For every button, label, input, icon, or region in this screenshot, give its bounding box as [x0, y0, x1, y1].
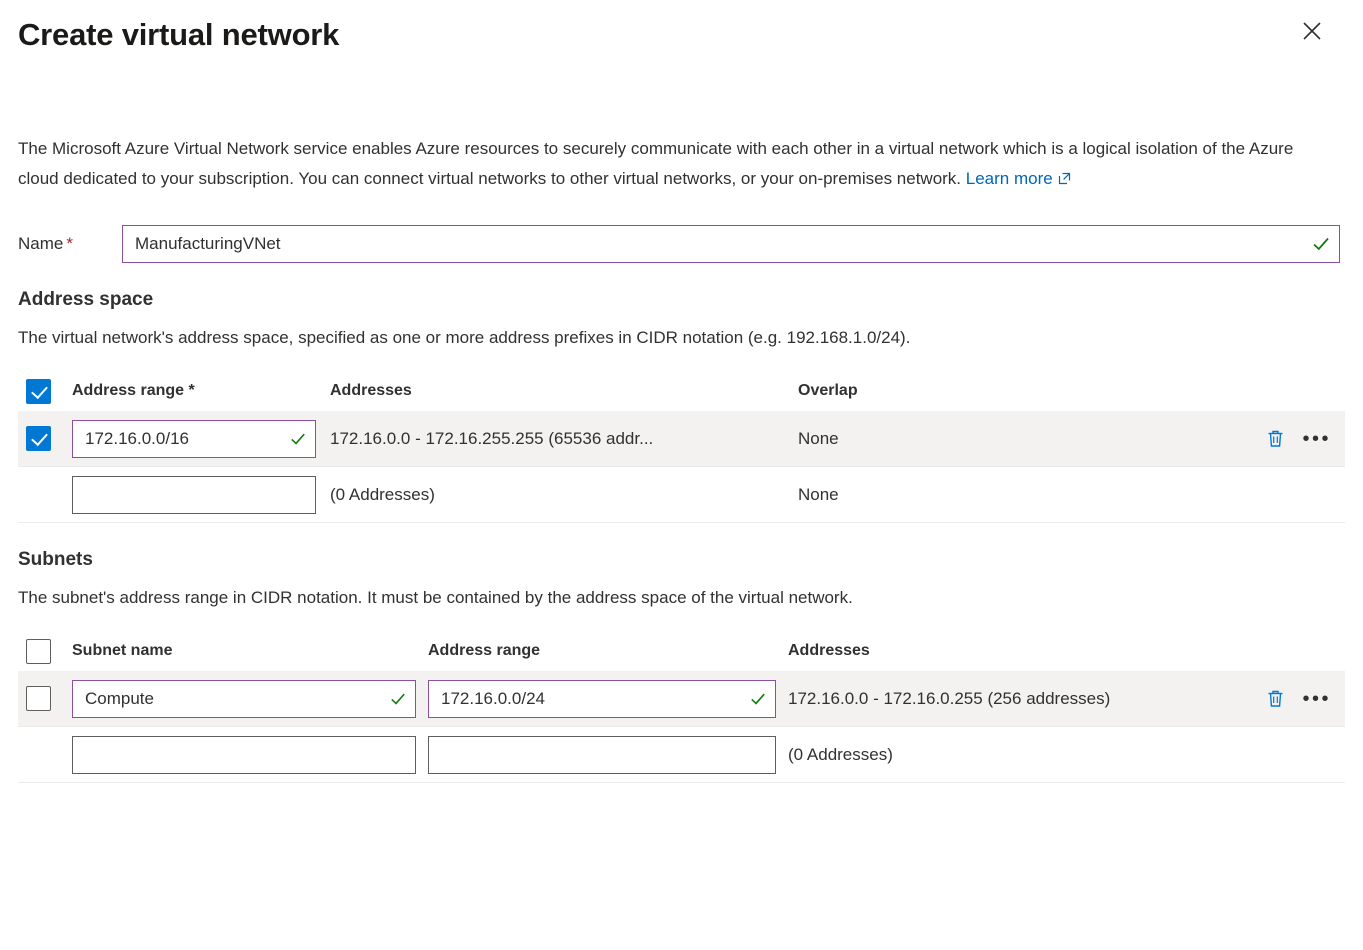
more-options-icon[interactable]: ••• — [1302, 427, 1331, 450]
overlap-cell: None — [798, 428, 839, 448]
row-actions-cell — [1235, 688, 1345, 709]
column-header-address-range: Address range * — [72, 382, 195, 399]
valid-check-icon — [390, 691, 406, 707]
address-range-field[interactable] — [72, 420, 316, 458]
delete-icon[interactable] — [1265, 428, 1286, 449]
subnet-range-field-empty[interactable] — [428, 736, 776, 774]
subnets-select-all-checkbox[interactable] — [26, 639, 51, 664]
subnet-addresses-cell: (0 Addresses) — [788, 744, 893, 764]
column-header-overlap: Overlap — [798, 382, 858, 399]
panel-header — [18, 0, 1345, 70]
column-header-addresses: Addresses — [330, 382, 412, 399]
subnets-description: The subnet's address range in CIDR notation. It must be contained by the address space of the virtual network. — [18, 588, 853, 607]
column-header-subnet-name: Subnet name — [72, 642, 173, 659]
page-title: Create virtual network — [18, 17, 340, 52]
subnet-range-input[interactable] — [429, 681, 775, 717]
subnet-name-field[interactable] — [72, 680, 416, 718]
close-icon[interactable] — [1295, 14, 1329, 48]
row-select-checkbox[interactable] — [26, 426, 51, 451]
delete-icon[interactable] — [1265, 688, 1286, 709]
table-row — [18, 467, 1345, 523]
subnet-range-field[interactable] — [428, 680, 776, 718]
valid-check-icon — [1312, 235, 1330, 253]
external-link-icon — [1058, 165, 1071, 195]
subnet-name-field-empty[interactable] — [72, 736, 416, 774]
address-space-description: The virtual network's address space, specified as one or more address prefixes in CIDR notation (e.g. 192.168.1.0/24). — [18, 328, 911, 347]
column-header-subnet-range: Address range — [428, 642, 541, 659]
subnets-grid — [18, 631, 1345, 783]
overlap-cell: None — [798, 484, 839, 504]
address-space-select-all-cell — [18, 379, 72, 404]
subnets-header-row — [18, 631, 1345, 671]
name-label: Name * — [18, 234, 73, 253]
row-select-cell — [18, 426, 72, 451]
address-space-header-row — [18, 371, 1345, 411]
address-space-title: Address space — [18, 289, 154, 310]
addresses-cell: 172.16.0.0 - 172.16.255.255 (65536 addr... — [330, 428, 654, 448]
subnet-range-cell — [428, 680, 788, 718]
name-row — [18, 225, 1345, 263]
address-range-input[interactable] — [73, 421, 315, 457]
column-header-subnet-addresses: Addresses — [788, 642, 870, 659]
subnet-range-cell — [428, 736, 788, 774]
addresses-cell: (0 Addresses) — [330, 484, 435, 504]
valid-check-icon — [290, 431, 306, 447]
learn-more-link[interactable]: Learn more — [965, 169, 1053, 188]
table-row — [18, 671, 1345, 727]
valid-check-icon — [750, 691, 766, 707]
table-row — [18, 411, 1345, 467]
subnet-addresses-cell: 172.16.0.0 - 172.16.0.255 (256 addresses) — [788, 688, 1111, 708]
subnet-range-input-empty[interactable] — [429, 737, 775, 773]
address-range-cell — [72, 476, 330, 514]
name-input[interactable] — [123, 226, 1339, 262]
address-range-cell — [72, 420, 330, 458]
subnets-title: Subnets — [18, 549, 93, 570]
table-row — [18, 727, 1345, 783]
name-field[interactable] — [122, 225, 1340, 263]
address-range-input-empty[interactable] — [73, 477, 315, 513]
subnet-name-cell — [72, 680, 428, 718]
subnet-name-input-empty[interactable] — [73, 737, 415, 773]
subnet-name-input[interactable] — [73, 681, 415, 717]
intro-paragraph — [18, 134, 1338, 195]
more-options-icon[interactable]: ••• — [1302, 687, 1331, 710]
subnets-select-all-cell — [18, 639, 72, 664]
address-space-select-all-checkbox[interactable] — [26, 379, 51, 404]
row-select-cell — [18, 686, 72, 711]
address-range-field-empty[interactable] — [72, 476, 316, 514]
address-space-grid — [18, 371, 1345, 523]
subnet-name-cell — [72, 736, 428, 774]
required-asterisk: * — [66, 234, 73, 253]
row-actions-cell — [1235, 428, 1345, 449]
row-select-checkbox[interactable] — [26, 686, 51, 711]
intro-text: The Microsoft Azure Virtual Network service enables Azure resources to securely communicate with each other in a virtual network which is a logical isolation of the Azure cloud dedicated to your subscription. You can connect virtual networks to other virtual networks, or your on-premises network. — [18, 139, 1294, 188]
